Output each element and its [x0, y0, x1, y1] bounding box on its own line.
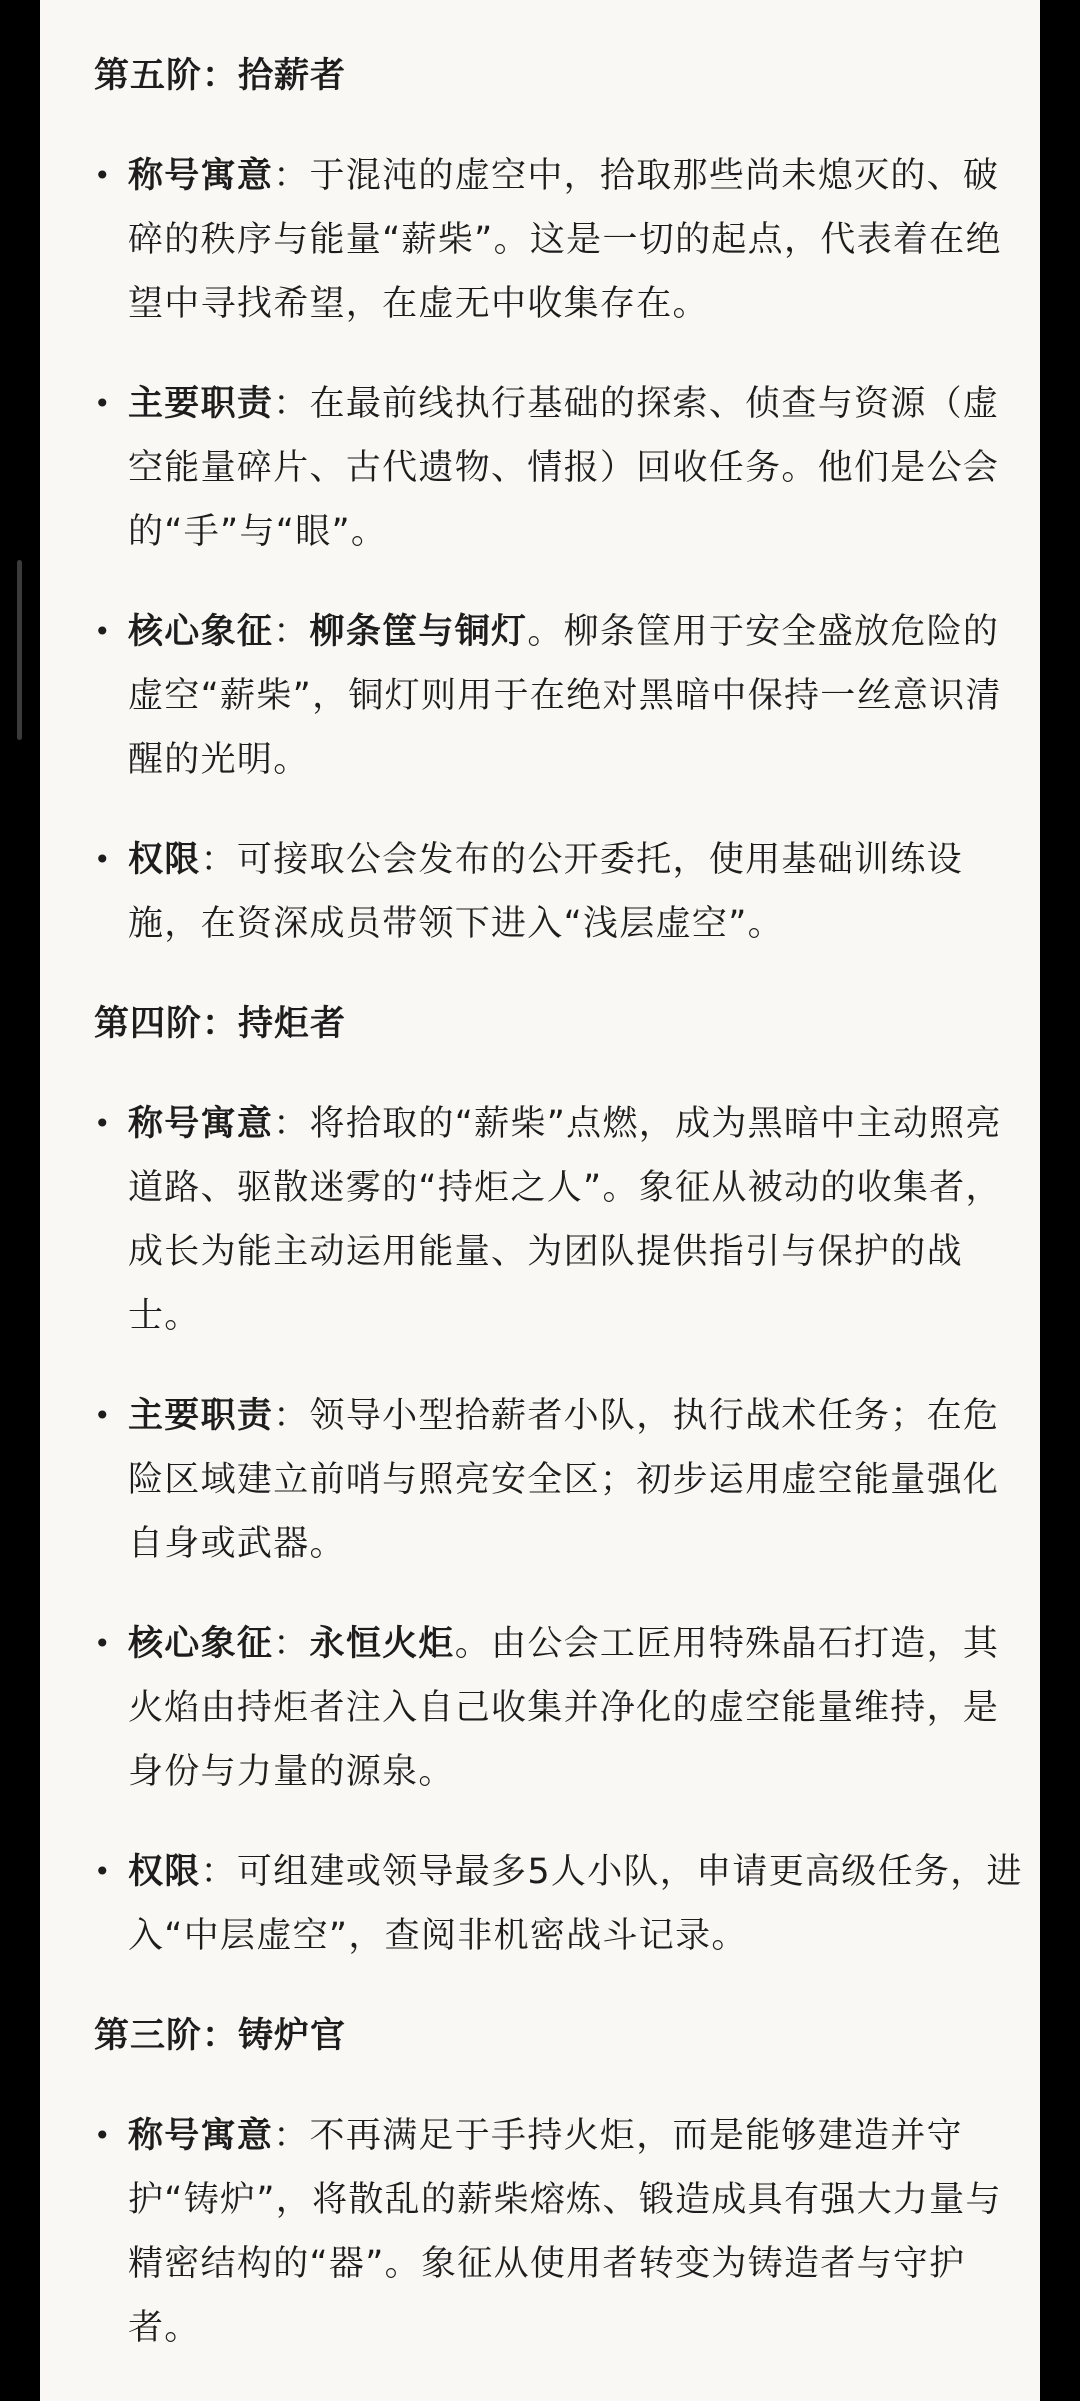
item-text: 。柳条筐用于安全盛放危险的虚空“薪柴”，铜灯则用于在绝对黑暗中保持一丝意识清醒的光明。 [128, 612, 1002, 780]
list-item [94, 600, 1024, 792]
item-label: 称号寓意 [128, 156, 274, 196]
list-item [94, 372, 1024, 564]
item-label: 主要职责 [128, 384, 274, 424]
item-text: 可组建或领导最多5人小队，申请更高级任务，进入“中层虚空”，查阅非机密战斗记录。 [128, 1852, 1023, 1956]
article-content [94, 44, 1024, 2396]
item-text: 领导小型拾薪者小队，执行战术任务；在危险区域建立前哨与照亮安全区；初步运用虚空能量强化自身或武器。 [128, 1396, 1000, 1564]
bullet-icon: • [94, 1627, 112, 1660]
bullet-icon: • [94, 1855, 112, 1888]
item-text: 可接取公会发布的公开委托，使用基础训练设施，在资深成员带领下进入“浅层虚空”。 [128, 840, 963, 944]
item-emphasis: 柳条筐与铜灯 [309, 612, 528, 652]
list-item [94, 2104, 1024, 2360]
bullet-icon: • [94, 1399, 112, 1432]
item-text: 。由公会工匠用特殊晶石打造，其火焰由持炬者注入自己收集并净化的虚空能量维持，是身份与力量的源泉。 [128, 1624, 1000, 1792]
scrollbar[interactable] [17, 560, 22, 740]
item-separator: ： [200, 1852, 237, 1892]
item-text: 在最前线执行基础的探索、侦查与资源（虚空能量碎片、古代遗物、情报）回收任务。他们是公会的“手”与“眼”。 [128, 384, 1000, 552]
list-item [94, 1384, 1024, 1576]
item-separator: ： [273, 612, 310, 652]
bullet-icon: • [94, 2119, 112, 2152]
item-label: 权限 [128, 1852, 201, 1892]
list-item [94, 144, 1024, 336]
section-title: 第四阶：持炬者 [94, 1004, 347, 1044]
item-label: 主要职责 [128, 1396, 274, 1436]
list-item [94, 828, 1024, 956]
item-label: 称号寓意 [128, 1104, 274, 1144]
section-title: 第五阶：拾薪者 [94, 56, 347, 96]
rank-section [94, 2004, 1024, 2360]
item-text: 不再满足于手持火炬，而是能够建造并守护“铸炉”，将散乱的薪柴熔炼、锻造成具有强大力量与精密结构的“器”。象征从使用者转变为铸造者与守护者。 [128, 2116, 1002, 2348]
item-emphasis: 永恒火炬 [309, 1624, 455, 1664]
item-separator: ： [273, 1104, 310, 1144]
list-item [94, 1092, 1024, 1348]
item-text: 于混沌的虚空中，拾取那些尚未熄灭的、破碎的秩序与能量“薪柴”。这是一切的起点，代表着在绝望中寻找希望，在虚无中收集存在。 [128, 156, 1002, 324]
document-page [40, 0, 1040, 2401]
item-separator: ： [273, 1396, 310, 1436]
item-separator: ： [273, 1624, 310, 1664]
item-label: 权限 [128, 840, 201, 880]
item-label: 称号寓意 [128, 2116, 274, 2156]
item-separator: ： [273, 384, 310, 424]
item-label: 核心象征 [128, 612, 274, 652]
bullet-icon: • [94, 843, 112, 876]
list-item [94, 1840, 1024, 1968]
item-label: 核心象征 [128, 1624, 274, 1664]
item-text: 将拾取的“薪柴”点燃，成为黑暗中主动照亮道路、驱散迷雾的“持炬之人”。象征从被动的收集者，成长为能主动运用能量、为团队提供指引与保护的战士。 [128, 1104, 1002, 1336]
bullet-icon: • [94, 387, 112, 420]
section-title: 第三阶：铸炉官 [94, 2016, 347, 2056]
item-separator: ： [200, 840, 237, 880]
rank-section [94, 992, 1024, 1968]
bullet-icon: • [94, 159, 112, 192]
item-separator: ： [273, 156, 310, 196]
bullet-icon: • [94, 1107, 112, 1140]
rank-section [94, 44, 1024, 956]
bullet-icon: • [94, 615, 112, 648]
item-separator: ： [273, 2116, 310, 2156]
list-item [94, 1612, 1024, 1804]
